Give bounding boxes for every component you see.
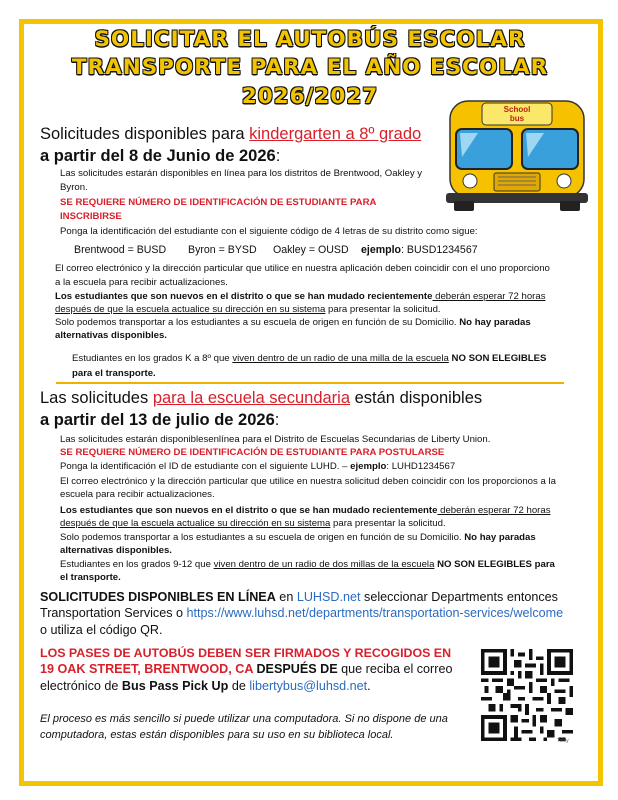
section1-p1b: Byron.	[60, 182, 88, 193]
section1-p4: Los estudiantes que son nuevos en el distrito o que se han mudado recientemente deberán esperar 72 horas	[55, 291, 546, 302]
section1-p3: El correo electrónico y la dirección particular que utilice en nuestra aplicación deben coincidir con el uno proporciono	[55, 263, 550, 274]
section2-heading-link[interactable]: para la escuela secundaria	[152, 389, 351, 407]
email-link[interactable]: libertybus@luhsd.net	[249, 679, 368, 693]
section2-p2: Ponga la identificación el ID de estudiante con el siguiente LUHD. – ejemplo: LUHD1234567	[60, 461, 456, 472]
footer-line1: El proceso es más sencillo si puede utilizar una computadora. Si no dispone de una	[40, 713, 448, 725]
section2-p1: Las solicitudes estarán disponiblesenlínea para el Distrito de Escuelas Secundarias de Liberty Union.	[60, 434, 491, 445]
online-line2: Transportation Services o https://www.luhsd.net/departments/transportation-services/welcome	[40, 606, 564, 620]
section2-p3: El correo electrónico y la dirección particular que utilice en nuestra solicitud deben coincidir con los proporcionos a la	[60, 476, 556, 487]
school-bus-icon	[442, 97, 592, 213]
bus-sign-line2: bus	[509, 114, 525, 123]
section-divider	[56, 382, 564, 384]
section1-heading-link[interactable]: kindergarten a 8º grado	[249, 125, 422, 143]
qr-code-icon[interactable]	[481, 649, 573, 741]
title-line-1: SOLICITAR EL AUTOBÚS ESCOLAR	[94, 27, 526, 52]
section2-p5: Solo podemos transportar a los estudiantes a su escuela de origen en función de su Domicilio. No hay paradas	[60, 532, 536, 543]
footer-line2: computadora, estas están disponibles para su uso en su biblioteca local.	[40, 729, 394, 741]
passes-line3: electrónico de Bus Pass Pick Up de libertybus@luhsd.net.	[40, 679, 371, 693]
passes-line2: 19 OAK STREET, BRENTWOOD, CA DESPUÉS DE que reciba el correo	[40, 662, 453, 676]
section1-p2: Ponga la identificación del estudiante con el siguiente código de 4 letras de su distrito como sigue:	[60, 226, 478, 237]
section1-p3b: a la escuela para recibir actualizaciones.	[55, 277, 228, 288]
code-byron: Byron = BYSD	[188, 244, 257, 256]
luhsd-link[interactable]: LUHSD.net	[296, 590, 361, 604]
passes-line1: LOS PASES DE AUTOBÚS DEBEN SER FIRMADOS Y RECOGIDOS EN	[40, 646, 452, 660]
code-brentwood: Brentwood = BUSD	[74, 244, 167, 256]
section2-p4b: después de que la escuela actualice su dirección en su sistema para presentar la solicitud.	[60, 518, 446, 529]
section2-p6b: el transporte.	[60, 572, 121, 583]
section1-req-line2: INSCRIBIRSE	[60, 211, 122, 222]
section2-heading: Las solicitudes para la escuela secundaria están disponibles	[40, 389, 483, 407]
title-line-3: 2026/2027	[241, 84, 379, 109]
section2-date: a partir del 13 de julio de 2026:	[40, 411, 280, 429]
transportation-url-link[interactable]: https://www.luhsd.net/departments/transportation-services/welcome	[186, 606, 564, 620]
section2-req: SE REQUIERE NÚMERO DE IDENTIFICACIÓN DE ESTUDIANTE PARA POSTULARSE	[60, 447, 445, 458]
section1-p5b: alternativas disponibles.	[55, 330, 167, 341]
section2-p5b: alternativas disponibles.	[60, 545, 172, 556]
section1-req-line1: SE REQUIERE NÚMERO DE IDENTIFICACIÓN DE ESTUDIANTE PARA	[60, 197, 377, 208]
section1-p5: Solo podemos transportar a los estudiantes a su escuela de origen en función de su Domicilio. No hay paradas	[55, 317, 531, 328]
section1-p6: Estudiantes en los grados K a 8º que viven dentro de un radio de una milla de la escuela NO SON ELEGIBLES	[72, 353, 547, 364]
title-line-2: TRANSPORTE PARA EL AÑO ESCOLAR	[71, 55, 549, 80]
section2-p6: Estudiantes en los grados 9-12 que viven dentro de un radio de dos millas de la escuela NO SON ELEGIBLES para	[60, 559, 555, 570]
qr-caption: Tobly	[557, 738, 569, 744]
section2-p3b: escuela para recibir actualizaciones.	[60, 489, 215, 500]
code-example: ejemplo: BUSD1234567	[361, 244, 478, 256]
code-oakley: Oakley = OUSD	[273, 244, 349, 256]
section2-p4: Los estudiantes que son nuevos en el distrito o que se han mudado recientemente deberán esperar 72 horas	[60, 505, 551, 516]
online-line3: o utiliza el código QR.	[40, 623, 163, 637]
section1-p4b: después de que la escuela actualice su dirección en su sistema para presentar la solicitud.	[55, 304, 441, 315]
section1-date: a partir del 8 de Junio de 2026:	[40, 147, 281, 165]
section1-p1: Las solicitudes estarán disponibles en línea para los distritos de Brentwood, Oakley y	[60, 168, 423, 179]
online-line1: SOLICITUDES DISPONIBLES EN LÍNEA en LUHSD.net seleccionar Departments entonces	[40, 590, 558, 604]
bus-sign-line1: School	[503, 105, 531, 114]
section1-p6b: para el transporte.	[72, 368, 156, 379]
section1-heading: Solicitudes disponibles para kindergarten a 8º grado	[40, 125, 422, 143]
